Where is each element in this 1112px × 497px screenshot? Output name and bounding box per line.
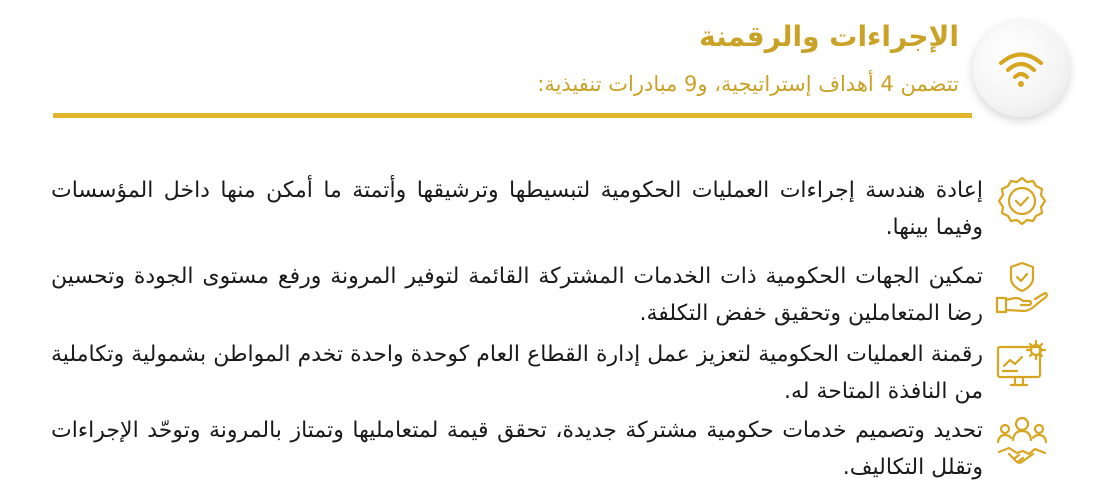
handshake-people-icon xyxy=(993,412,1051,470)
list-item xyxy=(51,412,1051,486)
list-item xyxy=(51,336,1051,410)
list-item xyxy=(51,258,1051,332)
page-title: الإجراءات والرقمنة xyxy=(699,20,959,53)
header-icon-circle xyxy=(973,21,1069,117)
list-item-text: تمكين الجهات الحكومية ذات الخدمات المشتركة القائمة لتوفير المرونة ورفع مستوى الجودة وتحسين رضا المتعاملين وتحقيق خفض التكلفة. xyxy=(51,264,983,326)
list-item-text: تحديد وتصميم خدمات حكومية مشتركة جديدة، تحقق قيمة لمتعامليها وتمتاز بالمرونة وتوحّد الإجراءات وتقلل التكاليف. xyxy=(51,418,983,480)
list-item-text: رقمنة العمليات الحكومية لتعزيز عمل إدارة القطاع العام كوحدة واحدة تخدم المواطن بشمولية وتكاملية من النافذة المتاحة له. xyxy=(51,342,983,404)
shield-hand-icon xyxy=(993,258,1051,316)
monitor-gear-icon xyxy=(993,336,1051,394)
wifi-icon xyxy=(998,49,1044,89)
badge-check-icon xyxy=(993,172,1051,230)
page-subtitle: تتضمن 4 أهداف إستراتيجية، و9 مبادرات تنفيذية: xyxy=(537,72,959,96)
list-item xyxy=(51,172,1051,246)
list-item-text: إعادة هندسة إجراءات العمليات الحكومية لتبسيطها وترشيقها وأتمتة ما أمكن منها داخل المؤسسات وفيما بينها. xyxy=(51,178,983,240)
header-divider xyxy=(53,113,972,118)
